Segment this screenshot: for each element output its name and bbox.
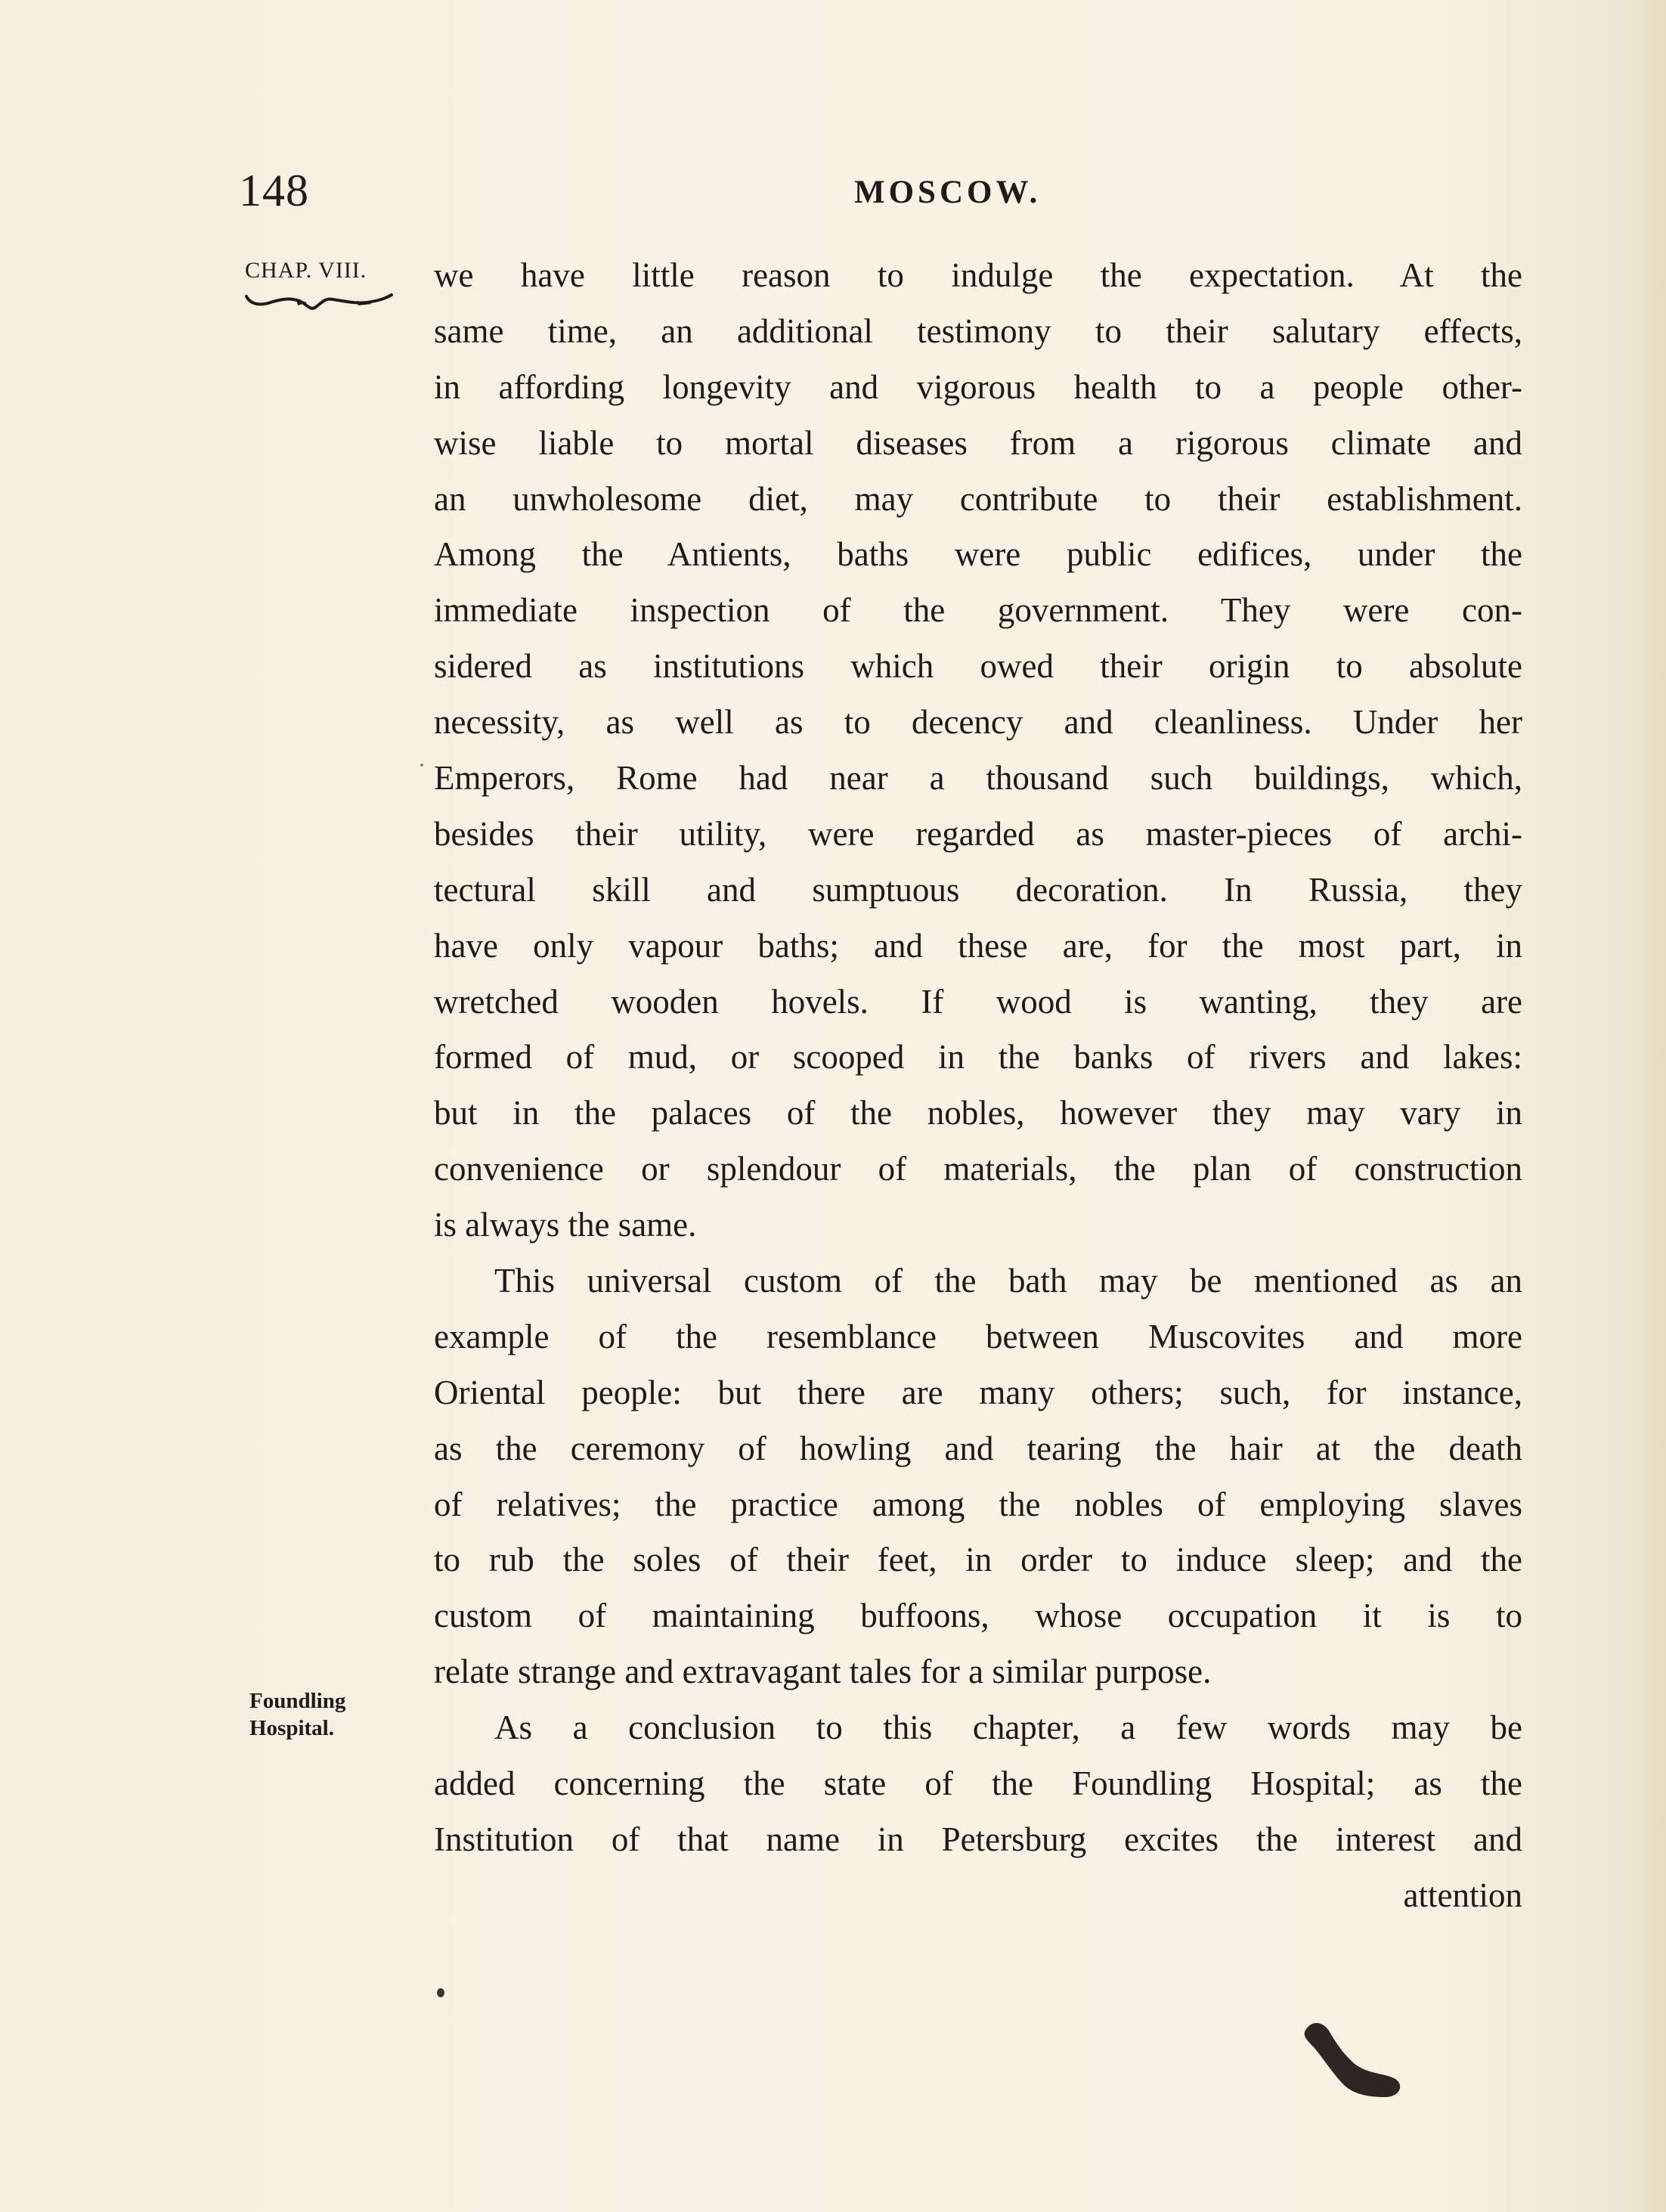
text-line-paragraph-end: is always the same. [434,1206,697,1244]
text-line: of relatives; the practice among the nobles of employing slaves [434,1485,1522,1523]
text-line: but in the palaces of the nobles, however they may vary in [434,1094,1522,1132]
text-line: an unwholesome diet, may contribute to their establishment. [434,479,1522,518]
text-line: as the ceremony of howling and tearing the hair at the death [434,1429,1522,1467]
ink-blot [1300,2018,1406,2102]
text-line: wise liable to mortal diseases from a rigorous climate and [434,423,1522,462]
text-line: example of the resemblance between Muscovites and more [434,1317,1522,1355]
text-line: custom of maintaining buffoons, whose occupation it is to [434,1597,1522,1635]
text-line: tectural skill and sumptuous decoration. In Russia, they [434,870,1522,909]
text-line: Oriental people: but there are many others; such, for instance, [434,1373,1522,1411]
text-line: besides their utility, were regarded as master-pieces of archi- [434,814,1522,853]
text-line: wretched wooden hovels. If wood is wanting, they are [434,982,1522,1021]
page-number: 148 [239,166,309,215]
text-line-paragraph-start: As a conclusion to this chapter, a few words may be [494,1709,1522,1747]
text-line: Institution of that name in Petersburg excites the interest and [434,1820,1522,1858]
text-line: in affording longevity and vigorous health to a people other- [434,367,1522,406]
marginal-note-foundling-hospital [249,1687,345,1742]
chapter-marker: CHAP. VIII. [245,258,367,283]
text-line: necessity, as well as to decency and cleanliness. Under her [434,703,1522,742]
text-line: same time, an additional testimony to their salutary effects, [434,311,1522,350]
marginal-note-line: Hospital. [249,1716,334,1740]
text-line-paragraph-start: This universal custom of the bath may be mentioned as an [494,1262,1522,1300]
text-line: Among the Antients, baths were public edifices, under the [434,535,1522,574]
text-line: sidered as institutions which owed their origin to absolute [434,647,1522,686]
flourish-ornament [243,292,395,318]
text-line: immediate inspection of the government. They were con- [434,591,1522,630]
ink-speck [420,764,423,767]
catchword: attention [1403,1876,1522,1914]
text-line: added concerning the state of the Foundling Hospital; as the [434,1764,1522,1803]
text-line: to rub the soles of their feet, in order to induce sleep; and the [434,1541,1522,1579]
text-line: we have little reason to indulge the expectation. At the [434,256,1522,294]
text-line-paragraph-end: relate strange and extravagant tales for a similar purpose. [434,1653,1212,1691]
running-head [0,160,1666,221]
text-line: convenience or splendour of materials, the plan of construction [434,1150,1522,1188]
running-title: MOSCOW. [854,175,1042,210]
text-line: Emperors, Rome had near a thousand such buildings, which, [434,759,1522,798]
body-text [434,248,1522,1924]
text-line: formed of mud, or scooped in the banks of rivers and lakes: [434,1038,1522,1077]
marginal-note-line: Foundling [249,1689,346,1713]
ink-speck [437,1988,444,1997]
text-line: have only vapour baths; and these are, for the most part, in [434,926,1522,965]
